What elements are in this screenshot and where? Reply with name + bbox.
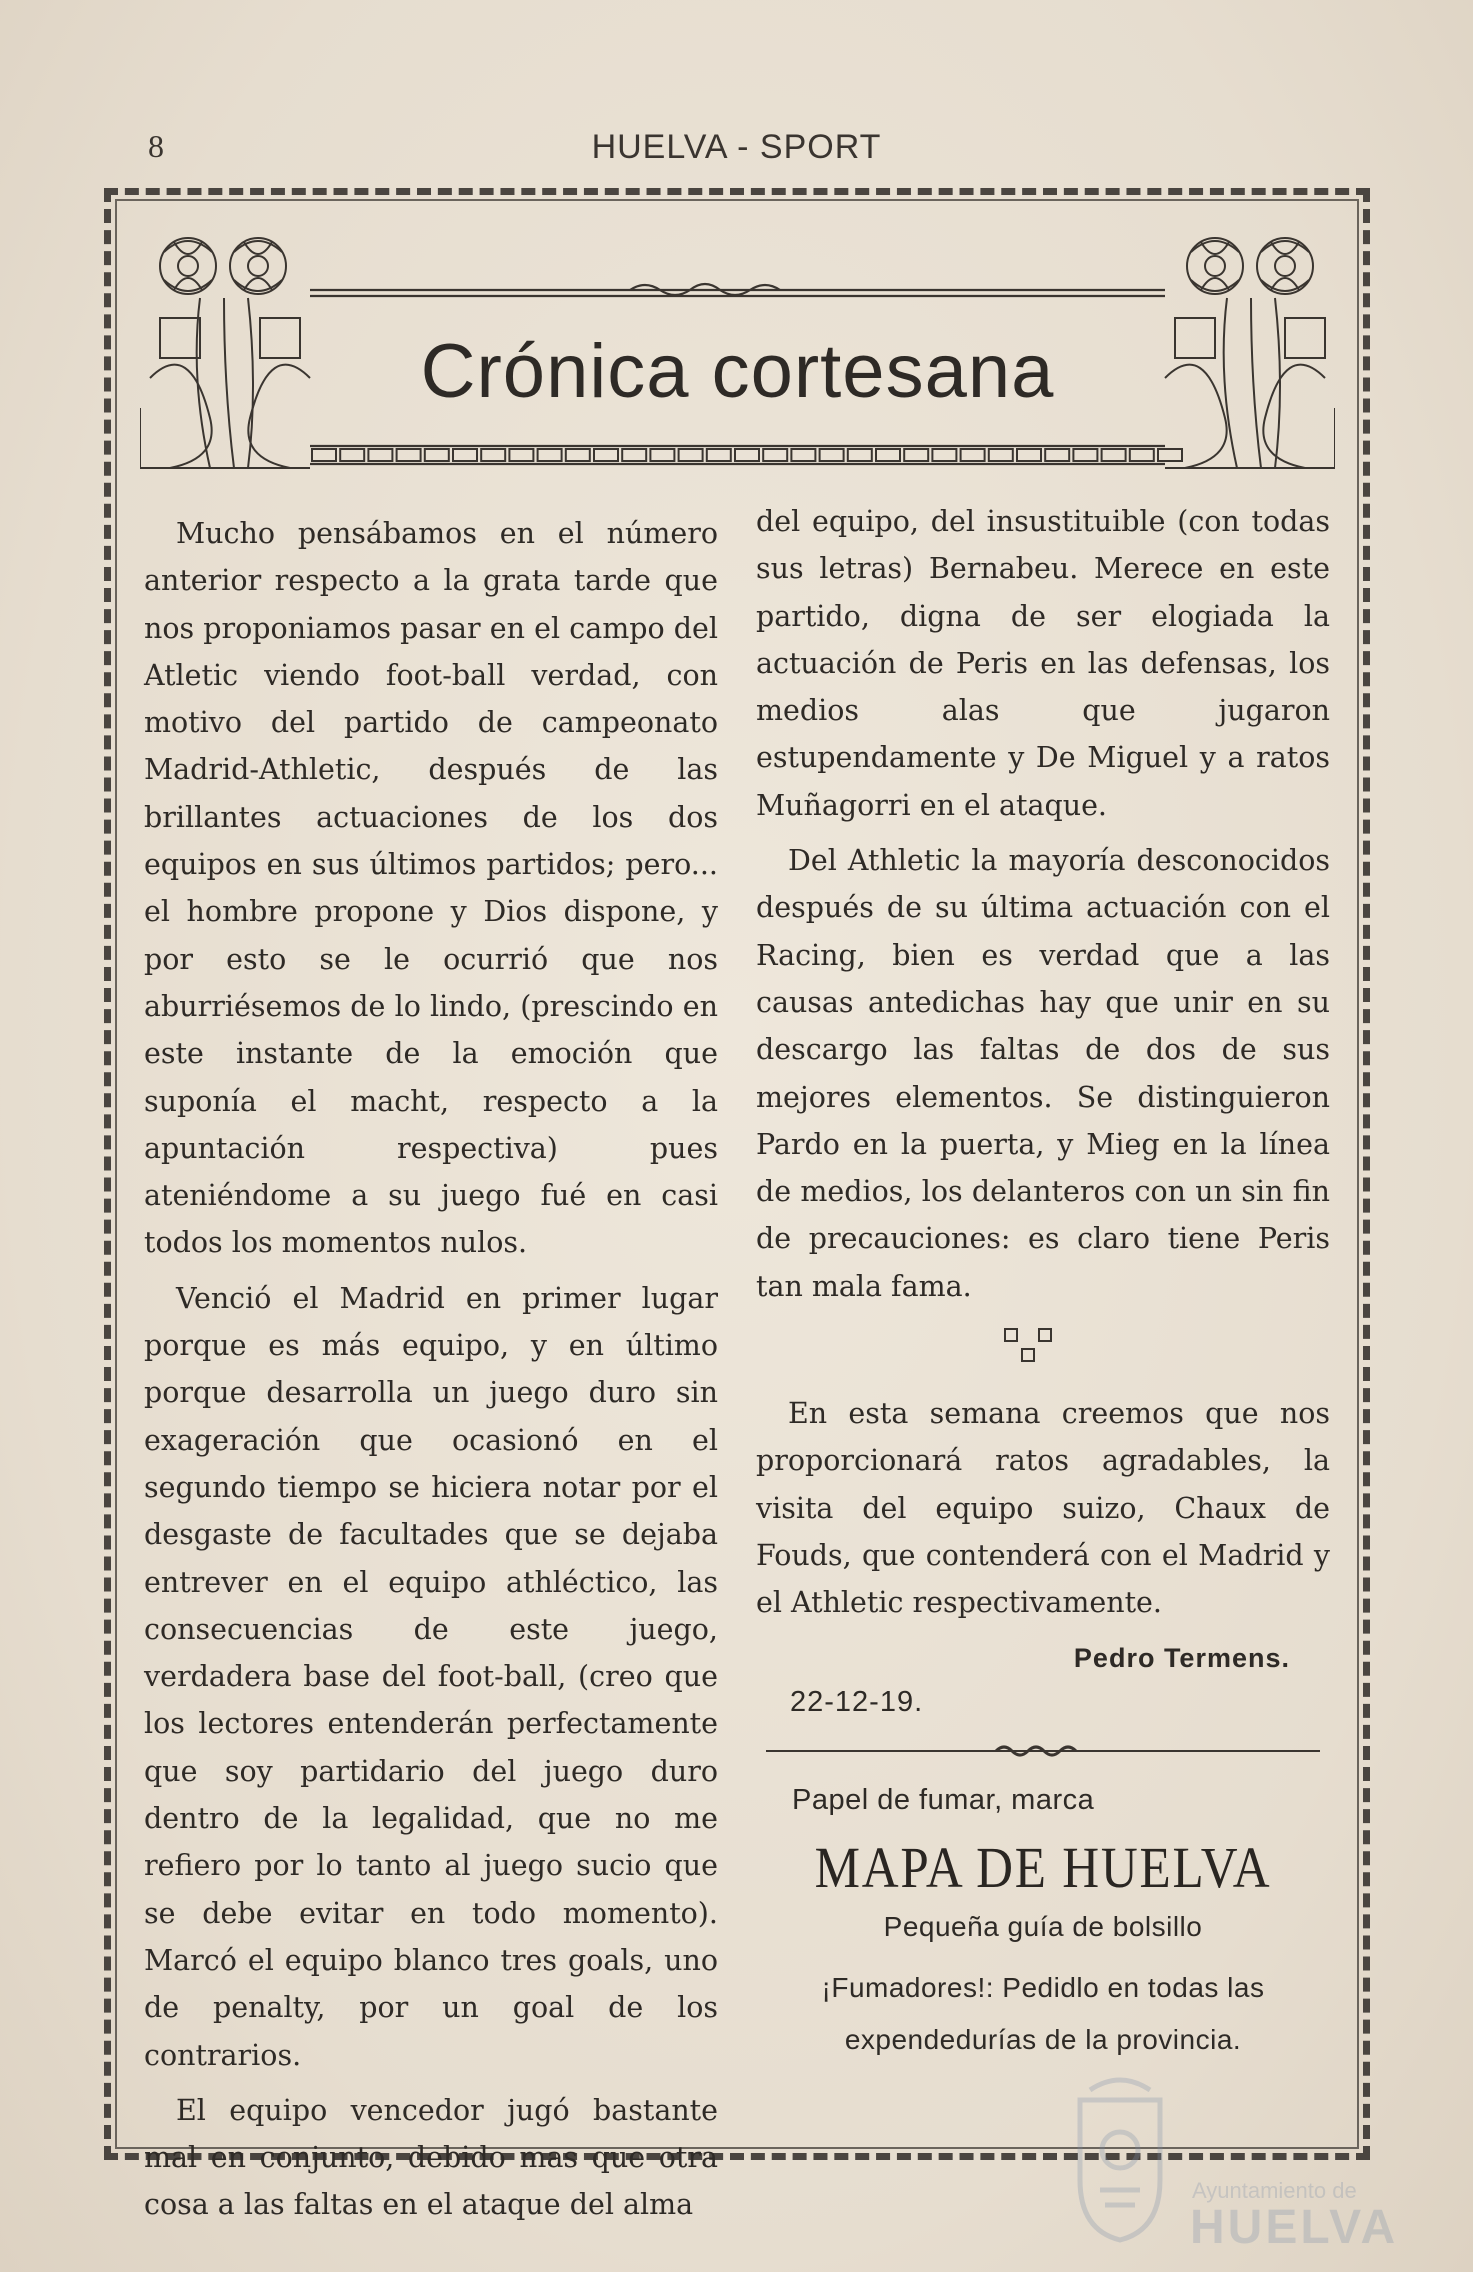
page-header xyxy=(0,128,1473,178)
city-seal-icon xyxy=(1060,2070,1180,2250)
article-date: 22-12-19. xyxy=(790,1685,924,1718)
article-paragraph: del equipo, del insustituible (con todas sus letras) Bernabeu. Merece en este partido, digna de ser elogiada la actuación de Peris en las defensas, los medios alas que jugaron estupendamente y De Miguel y a ratos Muñagorri en el ataque. xyxy=(756,505,1330,822)
square-ornament-icon xyxy=(1004,1328,1018,1342)
watermark-line2: HUELVA xyxy=(1190,2201,1399,2254)
article-paragraph: Del Athletic la mayoría desconocidos después de su última actuación con el Racing, bien es verdad que a las causas antedichas hay que unir en su descargo las faltas de dos de sus mejores elementos. Se distinguieron Pardo en la puerta, y Mieg en la línea de medios, los delanteros con un sin fin de precauciones: es claro tiene Peris tan mala fama. xyxy=(756,844,1330,1303)
running-title: HUELVA - SPORT xyxy=(591,128,882,166)
article-right-column xyxy=(756,498,1330,2066)
section-title: Crónica cortesana xyxy=(420,329,1055,414)
watermark xyxy=(1060,2070,1400,2260)
ad-brand-name: MAPA DE HUELVA xyxy=(814,1834,1272,1900)
ad-subtitle: Pequeña guía de bolsillo xyxy=(883,1911,1203,1943)
watermark-line1: Ayuntamiento de xyxy=(1192,2178,1357,2203)
ad-lead-text: Papel de fumar, marca xyxy=(792,1783,1095,1816)
square-ornament-icon xyxy=(1038,1328,1052,1342)
section-separator xyxy=(756,1320,1330,1380)
author-signature: Pedro Termens. xyxy=(1073,1642,1290,1673)
title-banner xyxy=(140,228,1335,478)
horizontal-rule xyxy=(756,1733,1330,1763)
wavy-rule-icon xyxy=(756,1736,1330,1766)
article-paragraph: El equipo vencedor jugó bastante mal en conjunto, debido mas que otra cosa a las faltas en el ataque del alma xyxy=(144,2093,718,2222)
byline xyxy=(756,1635,1330,1729)
page-number: 8 xyxy=(148,128,164,164)
square-ornament-icon xyxy=(1021,1348,1035,1362)
article-paragraph: Venció el Madrid en primer lugar porque es más equipo, y en último porque desarrolla un juego duro sin exageración que ocasionó en el segundo tiempo se hiciera notar por el desgaste de facultades que se dejaba entrever en el equipo athléctico, las consecuencias de este juego, verdadera base del foot-ball, (creo que los lectores entenderán perfectamente que soy partidario del juego duro dentro de la legalidad, que no me refiero por lo tanto al juego sucio que se debe evitar en todo momento). Marcó el equipo blanco tres goals, uno de penalty, por un goal de los contrarios. xyxy=(144,1281,718,2072)
article-paragraph: Mucho pensábamos en el número anterior respecto a la grata tarde que nos proponiamos pasar en el campo del Atletic viendo foot-ball verdad, con motivo del partido de campeonato Madrid-Athletic, después de las brillantes actuaciones de los dos equipos en sus últimos partidos; pero... el hombre propone y Dios dispone, y por esto se le ocurrió que nos aburriésemos de lo lindo, (prescindo en este instante de la emoción que suponía el macht, respecto a la apuntación respectiva) pues ateniéndome a su juego fué en casi todos los momentos nulos. xyxy=(144,517,718,1260)
article-paragraph: En esta semana creemos que nos proporcionará ratos agradables, la visita del equipo suizo, Chaux de Fouds, que contenderá con el Madrid y el Athletic respectivamente. xyxy=(756,1397,1330,1620)
article-left-column xyxy=(144,510,718,2237)
advertisement xyxy=(756,1777,1330,2067)
ad-call-to-action: ¡Fumadores!: Pedidlo en todas las expendedurías de la provincia. xyxy=(821,1972,1265,2056)
